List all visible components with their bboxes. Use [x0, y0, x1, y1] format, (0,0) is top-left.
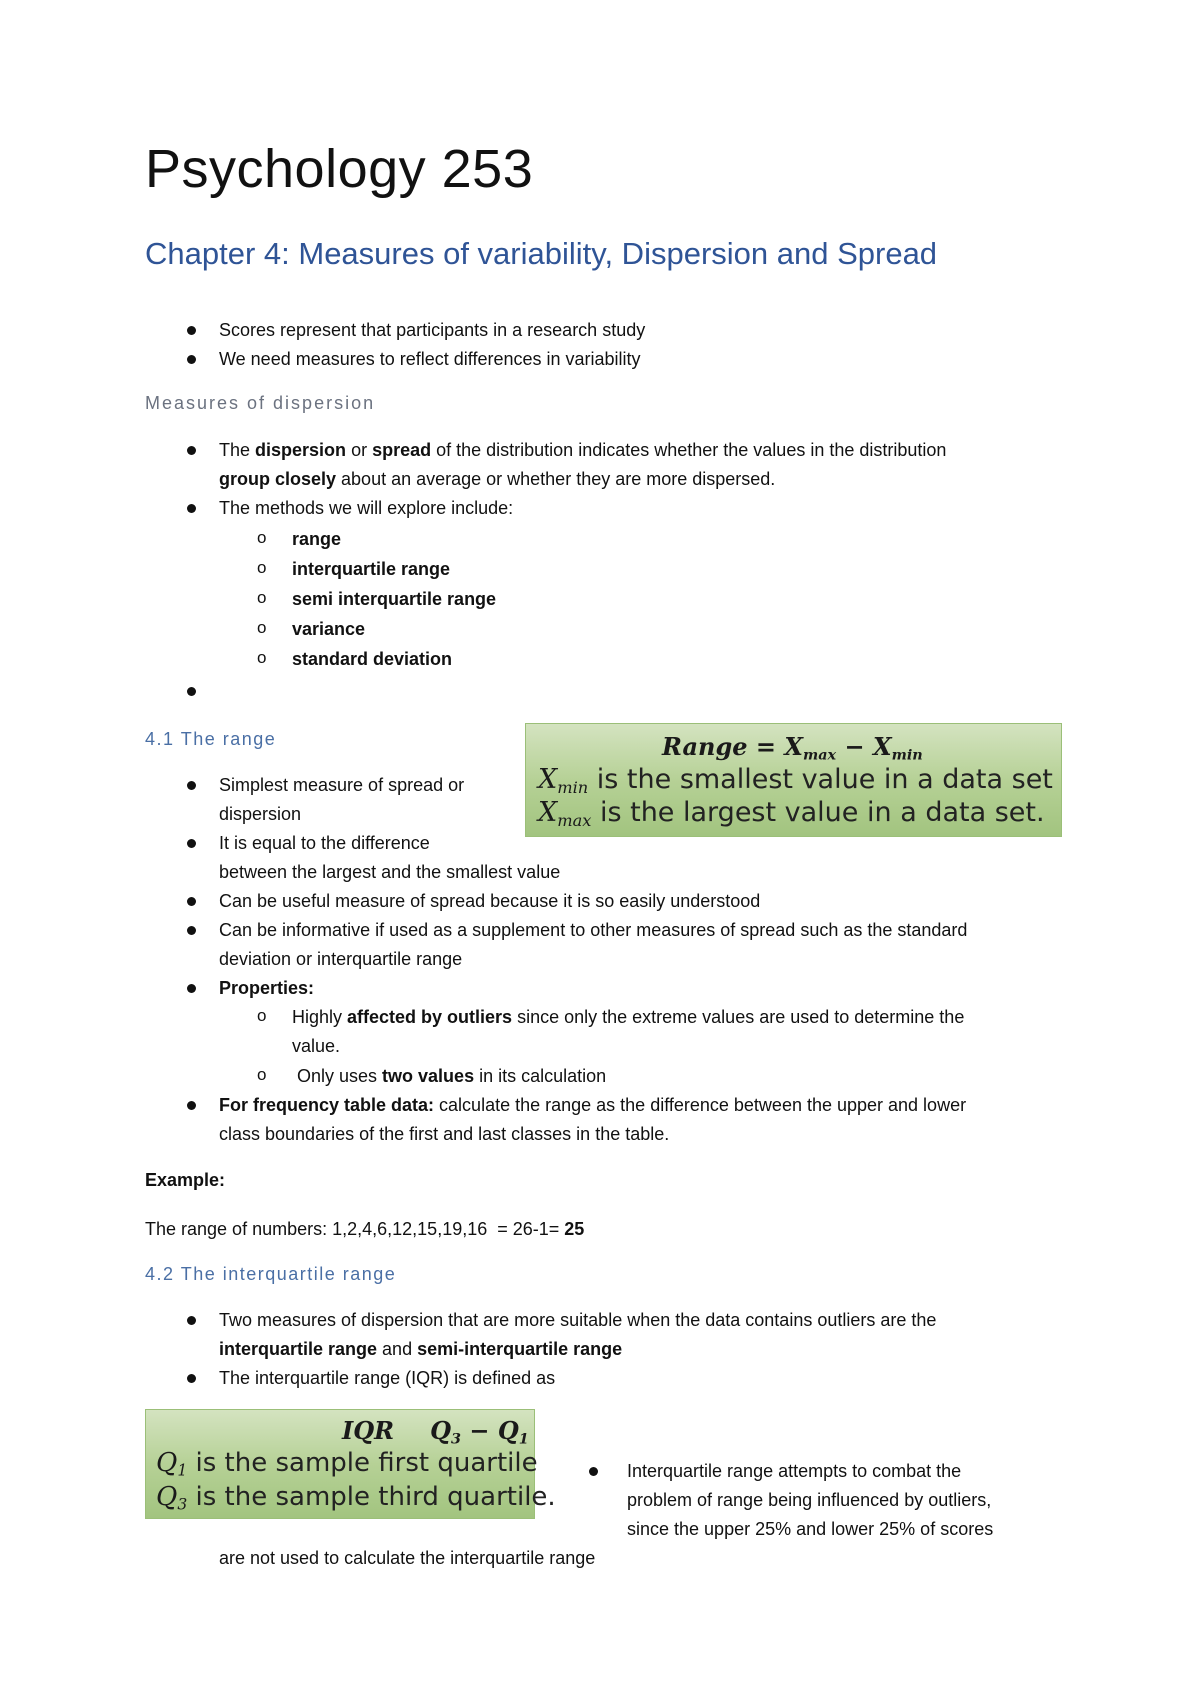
bullet-icon — [187, 504, 196, 513]
sub-bullet-icon: o — [257, 528, 267, 547]
example-text: The range of numbers: 1,2,4,6,12,15,19,16 = 26-1= 25 — [145, 1219, 585, 1239]
method-range: range — [292, 529, 342, 549]
range-bullet-1-line-2: dispersion — [219, 804, 302, 824]
sub-bullet-icon: o — [257, 588, 267, 607]
method-interquartile-range: interquartile range — [292, 559, 451, 579]
dispersion-bullet-1-line-1: The dispersion or spread of the distribution indicates whether the values in the distribution — [219, 440, 947, 460]
range-bullet-1-line-1: Simplest measure of spread or — [219, 775, 465, 795]
iqr-formula-q3-definition: $Q_3$ is the sample third quartile. — [156, 1482, 556, 1514]
method-standard-deviation: standard deviation — [292, 649, 453, 669]
range-formula: Range = $X_{max} - X_{min}$ — [662, 732, 923, 764]
range-bullet-2-line-2: between the largest and the smallest value — [219, 862, 561, 882]
range-bullet-6-line-1: For frequency table data: calculate the range as the difference between the upper and lower — [219, 1095, 967, 1115]
bullet-icon — [187, 687, 196, 696]
bullet-icon — [187, 1101, 196, 1110]
range-bullet-3: Can be useful measure of spread because it is so easily understood — [219, 891, 761, 911]
iqr-bullet-3-line-3: since the upper 25% and lower 25% of scores — [627, 1519, 994, 1539]
section-heading-iqr: 4.2 The interquartile range — [145, 1264, 397, 1284]
range-bullet-6-line-2: class boundaries of the first and last classes in the table. — [219, 1124, 670, 1144]
bullet-icon — [187, 1374, 196, 1383]
document-title: Psychology 253 — [145, 139, 534, 199]
bullet-icon — [187, 446, 196, 455]
property-1-line-2: value. — [292, 1036, 341, 1056]
iqr-bullet-3-line-4: are not used to calculate the interquartile range — [219, 1548, 596, 1568]
iqr-bullet-1-line-1: Two measures of dispersion that are more suitable when the data contains outliers are the — [219, 1310, 937, 1330]
intro-bullet-1: Scores represent that participants in a research study — [219, 320, 646, 340]
bullet-icon — [187, 897, 196, 906]
iqr-bullet-3-line-1: Interquartile range attempts to combat the — [627, 1461, 962, 1481]
range-formula-xmax-definition: $X_{max}$ is the largest value in a data set. — [538, 797, 1045, 830]
range-properties-label: Properties: — [219, 978, 315, 998]
bullet-icon — [187, 781, 196, 790]
sub-bullet-icon: o — [257, 1006, 267, 1025]
sub-bullet-icon: o — [257, 648, 267, 667]
method-semi-interquartile-range: semi interquartile range — [292, 589, 497, 609]
sub-bullet-icon: o — [257, 558, 267, 577]
range-formula-xmin-definition: $X_{min}$ is the smallest value in a data set — [538, 764, 1053, 797]
method-variance: variance — [292, 619, 366, 639]
bullet-icon — [187, 1316, 196, 1325]
property-1-line-1: Highly affected by outliers since only the extreme values are used to determine the — [292, 1007, 965, 1027]
iqr-formula-box — [145, 1409, 556, 1519]
bullet-icon — [589, 1467, 598, 1476]
bullet-icon — [187, 355, 196, 364]
section-heading-dispersion: Measures of dispersion — [145, 393, 376, 413]
sub-bullet-icon: o — [257, 618, 267, 637]
dispersion-bullet-2: The methods we will explore include: — [219, 498, 514, 518]
iqr-bullet-2: The interquartile range (IQR) is defined as — [219, 1368, 556, 1388]
iqr-bullet-3-line-2: problem of range being influenced by outliers, — [627, 1490, 992, 1510]
intro-bullet-2: We need measures to reflect differences in variability — [219, 349, 641, 369]
bullet-icon — [187, 926, 196, 935]
example-label: Example: — [145, 1170, 226, 1190]
sub-bullet-icon: o — [257, 1065, 267, 1084]
range-bullet-2-line-1: It is equal to the difference — [219, 833, 430, 853]
bullet-icon — [187, 984, 196, 993]
range-bullet-4-line-2: deviation or interquartile range — [219, 949, 463, 969]
chapter-heading: Chapter 4: Measures of variability, Dispersion and Spread — [145, 236, 938, 271]
range-bullet-4-line-1: Can be informative if used as a supplement to other measures of spread such as the standard — [219, 920, 968, 940]
bullet-icon — [187, 326, 196, 335]
property-2: Only uses two values in its calculation — [292, 1066, 607, 1086]
range-formula-box — [525, 723, 1062, 837]
iqr-formula: IQR $Q_3 - Q_1$ — [342, 1416, 529, 1448]
bullet-icon — [187, 839, 196, 848]
dispersion-bullet-1-line-2: group closely about an average or whether they are more dispersed. — [219, 469, 776, 489]
section-heading-range: 4.1 The range — [145, 729, 277, 749]
iqr-bullet-1-line-2: interquartile range and semi-interquartile range — [219, 1339, 623, 1359]
iqr-formula-q1-definition: $Q_1$ is the sample first quartile — [156, 1448, 538, 1480]
